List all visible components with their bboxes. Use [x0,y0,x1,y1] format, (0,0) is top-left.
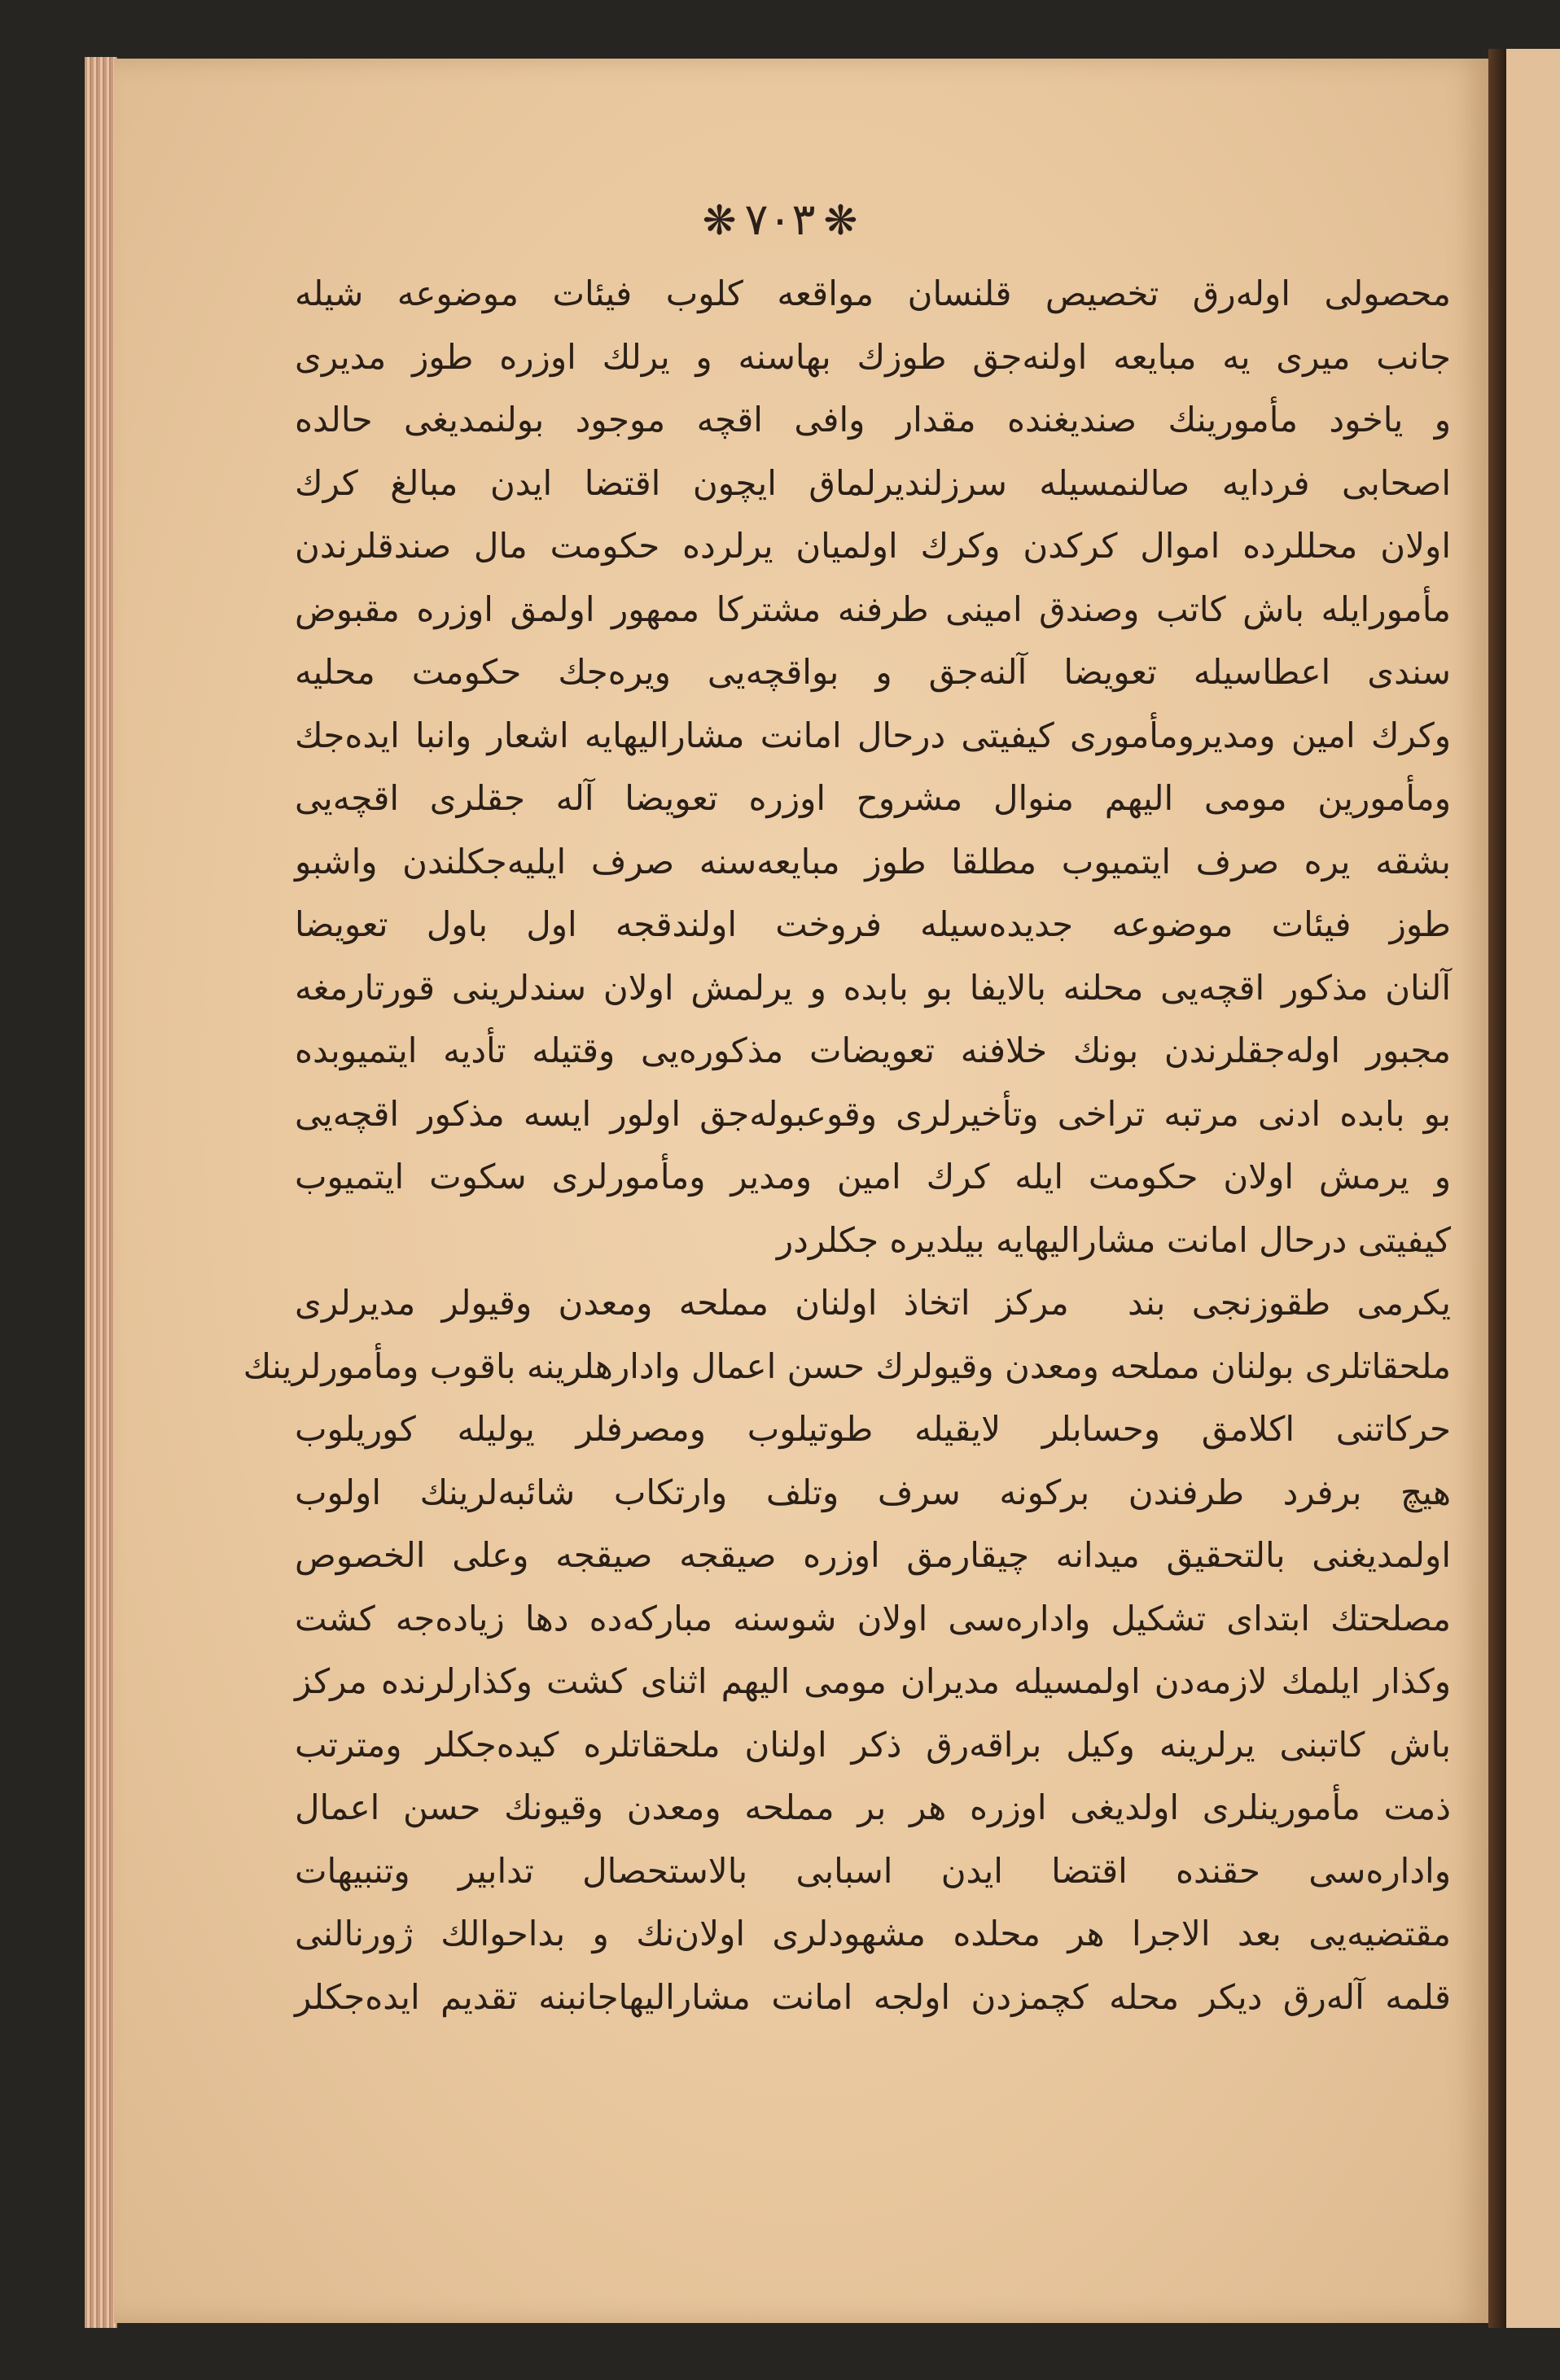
text-line: وکرك امین ومدیرومأموری کیفیتی درحال امانت مشارالیهایه اشعار وانبا ایده‌جك [295,715,1451,755]
page-number: ٧٠٣ [744,194,816,245]
body-text [243,262,1451,2028]
ornament-icon: ❋ [702,197,737,244]
book-gutter [1488,49,1506,2328]
page-number-header [0,194,1560,245]
text-line: مصلحتك ابتدای تشکیل واداره‌سی اولان شوسنه مبارکه‌ده دها زیاده‌جه کشت [295,1598,1451,1638]
text-line: حرکاتنی اکلامق وحسابلر لایقیله طوتیلوب ومصرفلر یولیله کوریلوب [295,1409,1451,1449]
text-line: مجبور اوله‌جقلرندن بونك خلافنه تعویضات مذکوره‌یی وقتیله تأدیه ایتمیوبده [295,1030,1451,1070]
text-line: سندی اعطاسیله تعویضا آلنه‌جق و بواقچه‌یی ویره‌جك حکومت محلیه [295,652,1451,692]
text-line: جانب میری یه مبایعه اولنه‌جق طوزك بهاسنه و یرلك اوزره طوز مدیری [295,336,1451,377]
text-line: ذمت مأمورینلری اولدیغی اوزره هر بر مملحه ومعدن وقیونك حسن اعمال [295,1787,1451,1827]
ornament-icon: ❋ [823,197,858,244]
text-line: اولمدیغنی بالتحقیق میدانه چیقارمق اوزره صیقجه صیقجه وعلی الخصوص [295,1535,1451,1575]
text-line: باش کاتبنی یرلرینه وکیل براقه‌رق ذکر اولنان ملحقاتلره کیده‌جکلر ومترتب [295,1724,1451,1765]
text-line: بو بابده ادنی مرتبه تراخی وتأخیرلری وقوعبوله‌جق اولور ایسه مذکور اقچه‌یی [295,1093,1451,1134]
text-line: قلمه آله‌رق دیکر محله کچمزدن اولجه امانت مشارالیهاجانبنه تقدیم ایده‌جکلر [295,1976,1451,2017]
text-line: وکذار ایلمك لازمه‌دن اولمسیله مدیران مومی الیهم اثنای کشت وکذارلرنده مرکز [295,1661,1451,1701]
text-line: اصحابی فردایه صالنمسیله سرزلندیرلماق ایچون اقتضا ایدن مبالغ کرك [295,462,1451,503]
text-line: مأمورایله باش کاتب وصندق امینی طرفنه مشترکا ممهور اولمق اوزره مقبوض [295,588,1451,629]
text-line: و یاخود مأمورینك صندیغنده مقدار وافی اقچه موجود بولنمدیغی حالده [295,400,1451,440]
text-line: ومأمورین مومی الیهم منوال مشروح اوزره تعویضا آله جقلری اقچه‌یی [295,778,1451,818]
text-line: هیچ برفرد طرفندن برکونه سرف وتلف وارتکاب شائبه‌لرینك اولوب [295,1472,1451,1512]
page-stack-edge [85,57,117,2328]
section-heading: یکرمی طقوزنجی بند [1128,1283,1451,1323]
text-line: مقتضیه‌یی بعد الاجرا هر محلده مشهودلری اولان‌نك و بداحوالك ژورنالنی [295,1914,1451,1953]
text-line: واداره‌سی حقنده اقتضا ایدن اسبابی بالاستحصال تدابیر وتنبیهات [295,1850,1451,1891]
text-line: ملحقاتلری بولنان مملحه ومعدن وقیولرك حسن اعمال وادارهلرینه باقوب ومأمورلرینك [243,1345,1451,1386]
text-line: مرکز اتخاذ اولنان مملحه ومعدن وقیولر مدیرلری [295,1283,1069,1323]
text-line: اولان محللرده اموال کرکدن وکرك اولمیان یرلرده حکومت مال صندقلرندن [295,526,1451,566]
text-line: و یرمش اولان حکومت ایله کرك امین ومدیر ومأمورلری سکوت ایتمیوب [295,1157,1451,1197]
section-heading-line [295,1271,1451,1335]
text-line: بشقه یره صرف ایتمیوب مطلقا طوز مبایعه‌سنه صرف ایلیه‌جکلندن واشبو [295,841,1451,882]
text-line: کیفیتی درحال امانت مشارالیهایه بیلدیره جکلردر [776,1219,1451,1260]
text-line: طوز فیئات موضوعه جدیده‌سیله فروخت اولندقجه اول باول تعویضا [295,904,1451,944]
text-line: محصولی اوله‌رق تخصیص قلنسان مواقعه کلوب فیئات موضوعه شیله [295,273,1451,313]
text-line: آلنان مذکور اقچه‌یی محلنه بالایفا بو بابده و یرلمش اولان سندلرینی قورتارمغه [295,967,1451,1008]
facing-page-edge [1506,49,1560,2328]
